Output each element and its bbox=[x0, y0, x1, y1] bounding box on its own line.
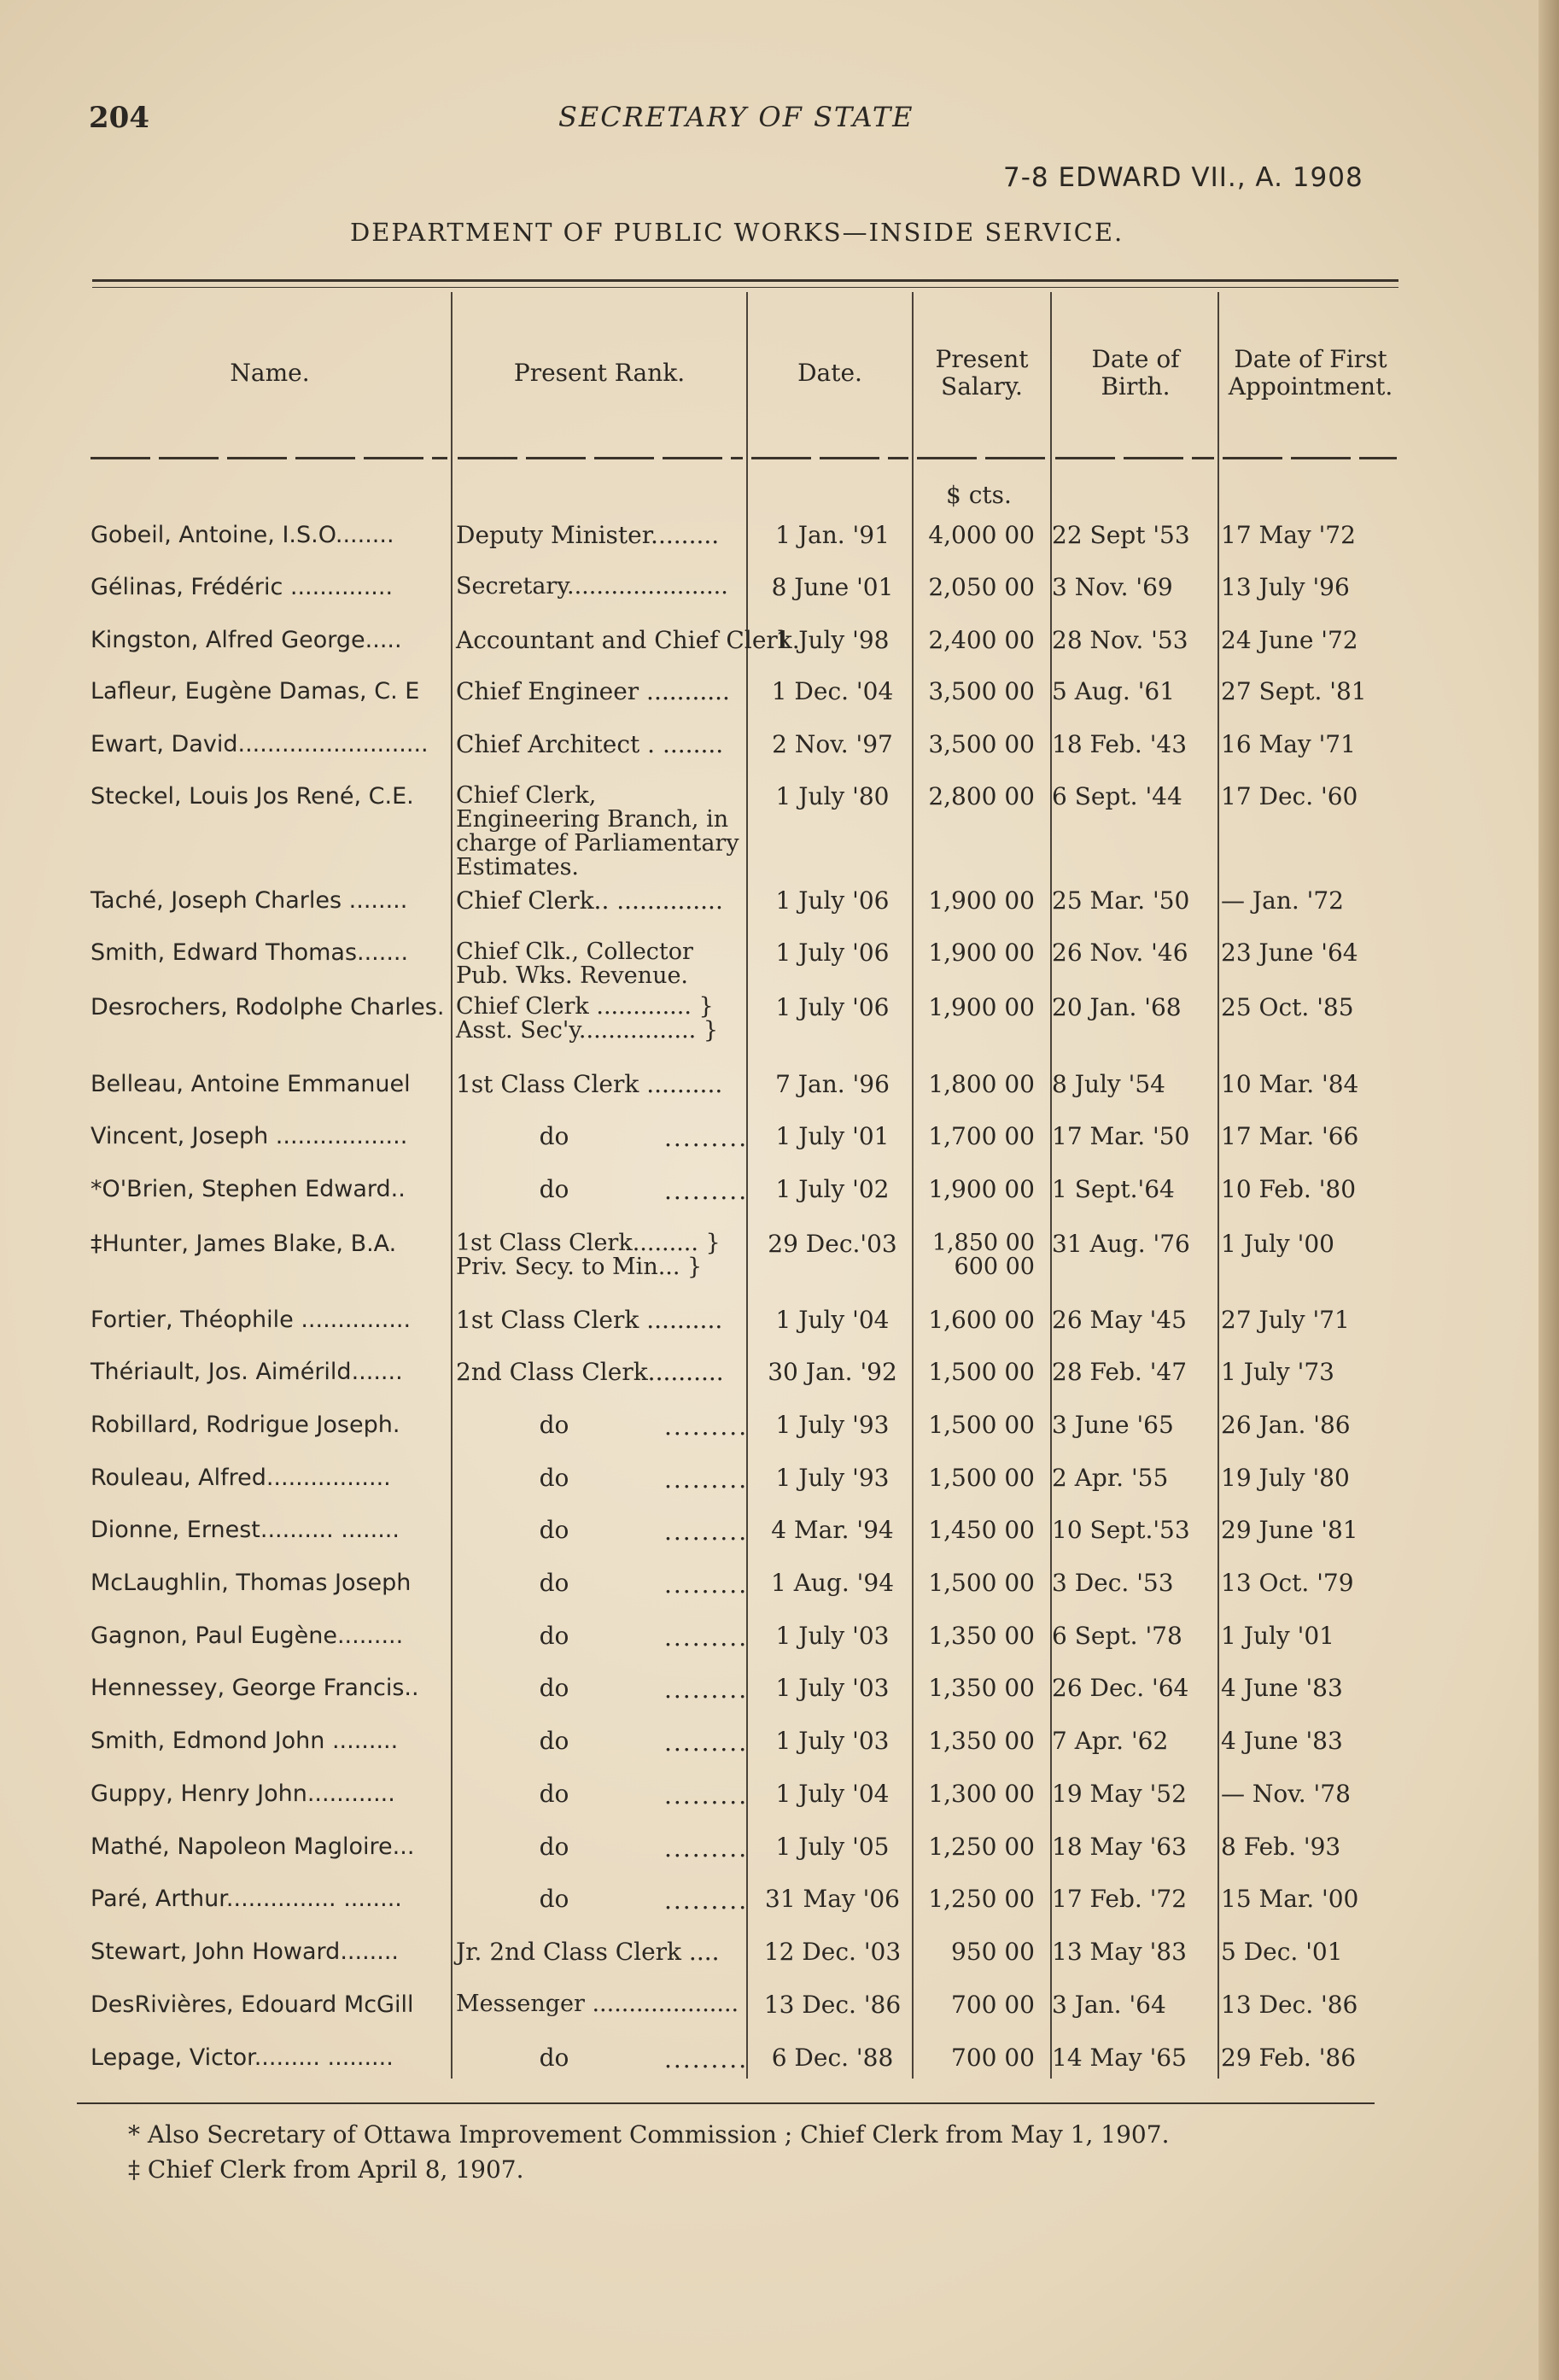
present-salary: 1,250 00 bbox=[928, 1885, 1035, 1913]
employee-name: Stewart, John Howard........ bbox=[91, 1939, 399, 1965]
table-row bbox=[0, 782, 1559, 880]
column-header-date: Date. bbox=[797, 359, 862, 387]
present-rank: do bbox=[539, 1622, 569, 1650]
header-underline bbox=[751, 457, 908, 459]
employee-name: Rouleau, Alfred................. bbox=[91, 1465, 391, 1491]
employee-name: Smith, Edward Thomas....... bbox=[91, 939, 409, 966]
ditto-leader-dots: ......... bbox=[664, 1570, 749, 1599]
date-of-first-appointment: 23 June '64 bbox=[1221, 939, 1358, 967]
present-salary: 1,350 00 bbox=[928, 1622, 1035, 1650]
employee-name: McLaughlin, Thomas Joseph bbox=[91, 1570, 412, 1596]
present-rank: do bbox=[539, 1833, 569, 1861]
employee-name: Gagnon, Paul Eugène......... bbox=[91, 1623, 404, 1649]
employee-name: Hennessey, George Francis.. bbox=[91, 1675, 419, 1701]
appointment-date: 1 July '06 bbox=[775, 939, 890, 967]
table-row bbox=[0, 1886, 1559, 1939]
date-of-birth: 28 Feb. '47 bbox=[1052, 1358, 1188, 1386]
date-of-first-appointment: 15 Mar. '00 bbox=[1221, 1885, 1359, 1913]
appointment-date: 13 Dec. '86 bbox=[763, 1991, 902, 2019]
appointment-date: 1 July '06 bbox=[775, 993, 890, 1021]
date-of-birth: 6 Sept. '78 bbox=[1052, 1622, 1182, 1650]
date-of-first-appointment: 27 Sept. '81 bbox=[1221, 677, 1367, 705]
employee-name: Desrochers, Rodolphe Charles. bbox=[91, 994, 445, 1020]
present-salary: 3,500 00 bbox=[928, 730, 1035, 758]
date-of-birth: 7 Apr. '62 bbox=[1052, 1727, 1169, 1755]
present-rank: do bbox=[539, 1569, 569, 1597]
table-bottom-rule bbox=[77, 2102, 1375, 2104]
employee-name: Lepage, Victor......... ......... bbox=[91, 2044, 394, 2071]
appointment-date: 1 July '93 bbox=[775, 1464, 890, 1492]
date-of-birth: 3 Jan. '64 bbox=[1052, 1991, 1166, 2019]
table-row bbox=[0, 1072, 1559, 1125]
page-number: 204 bbox=[89, 101, 149, 135]
table-row bbox=[0, 732, 1559, 785]
present-rank: 1st Class Clerk .......... bbox=[456, 1306, 723, 1334]
footnote-asterisk: * Also Secretary of Ottawa Improvement Commission ; Chief Clerk from May 1, 1907. bbox=[128, 2120, 1170, 2149]
column-header-first-appointment: Date of First Appointment. bbox=[1228, 345, 1393, 401]
present-rank: Chief Architect . ........ bbox=[456, 730, 724, 758]
present-salary: 2,400 00 bbox=[928, 626, 1035, 654]
ditto-leader-dots: ......... bbox=[664, 1465, 749, 1494]
present-salary: 1,350 00 bbox=[928, 1727, 1035, 1755]
table-row bbox=[0, 1177, 1559, 1230]
table-row bbox=[0, 1623, 1559, 1676]
date-of-birth: 19 May '52 bbox=[1052, 1780, 1187, 1808]
column-header-rank: Present Rank. bbox=[513, 359, 686, 387]
table-row bbox=[0, 1412, 1559, 1465]
date-of-first-appointment: 19 July '80 bbox=[1221, 1464, 1350, 1492]
table-row bbox=[0, 940, 1559, 993]
date-of-birth: 14 May '65 bbox=[1052, 2044, 1187, 2072]
employee-name: Gélinas, Frédéric .............. bbox=[91, 574, 394, 600]
present-rank: do bbox=[539, 2044, 569, 2072]
date-of-first-appointment: 17 May '72 bbox=[1221, 521, 1356, 549]
present-salary: 1,800 00 bbox=[928, 1070, 1035, 1098]
present-salary: 1,500 00 bbox=[928, 1569, 1035, 1597]
ditto-leader-dots: ......... bbox=[664, 1623, 749, 1652]
ditto-leader-dots: ......... bbox=[664, 1834, 749, 1862]
present-rank: Jr. 2nd Class Clerk .... bbox=[456, 1938, 720, 1966]
present-rank: Accountant and Chief Clerk. bbox=[456, 626, 800, 654]
present-salary: 1,900 00 bbox=[928, 993, 1035, 1021]
date-of-birth: 20 Jan. '68 bbox=[1052, 993, 1182, 1021]
table-top-rule-thin bbox=[92, 287, 1398, 288]
ditto-leader-dots: ......... bbox=[664, 1886, 749, 1915]
column-header-birth: Date of Birth. bbox=[1091, 345, 1180, 401]
ditto-leader-dots: ......... bbox=[664, 1675, 749, 1704]
present-salary: 1,700 00 bbox=[928, 1122, 1035, 1150]
present-rank: do bbox=[539, 1411, 569, 1439]
present-salary: 2,800 00 bbox=[928, 782, 1035, 810]
table-row bbox=[0, 1570, 1559, 1623]
appointment-date: 6 Dec. '88 bbox=[771, 2044, 894, 2072]
table-row bbox=[0, 888, 1559, 941]
table-top-rule bbox=[92, 279, 1398, 282]
present-rank: do bbox=[539, 1464, 569, 1492]
header-underline bbox=[1055, 457, 1214, 459]
date-of-birth: 17 Mar. '50 bbox=[1052, 1122, 1190, 1150]
present-rank: do bbox=[539, 1885, 569, 1913]
date-of-birth: 18 May '63 bbox=[1052, 1833, 1187, 1861]
appointment-date: 1 July '03 bbox=[775, 1622, 890, 1650]
appointment-date: 1 July '01 bbox=[775, 1122, 890, 1150]
present-salary: 1,500 00 bbox=[928, 1358, 1035, 1386]
table-row bbox=[0, 1675, 1559, 1728]
date-of-first-appointment: 29 Feb. '86 bbox=[1221, 2044, 1357, 2072]
employee-name: Belleau, Antoine Emmanuel bbox=[91, 1071, 411, 1097]
employee-name: Mathé, Napoleon Magloire... bbox=[91, 1833, 415, 1860]
appointment-date: 1 July '04 bbox=[775, 1780, 890, 1808]
appointment-date: 1 July '06 bbox=[775, 886, 890, 915]
date-of-first-appointment: 17 Mar. '66 bbox=[1221, 1122, 1359, 1150]
appointment-date: 1 July '80 bbox=[775, 782, 890, 810]
present-salary: 3,500 00 bbox=[928, 677, 1035, 705]
date-of-birth: 6 Sept. '44 bbox=[1052, 782, 1182, 810]
date-of-first-appointment: — Jan. '72 bbox=[1221, 886, 1344, 915]
table-row bbox=[0, 1781, 1559, 1834]
regnal-year: 7-8 EDWARD VII., A. 1908 bbox=[1003, 162, 1363, 193]
ditto-leader-dots: ......... bbox=[664, 2045, 749, 2073]
appointment-date: 1 July '05 bbox=[775, 1833, 890, 1861]
present-rank: 1st Class Clerk .......... bbox=[456, 1070, 723, 1098]
present-salary: 1,250 00 bbox=[928, 1833, 1035, 1861]
appointment-date: 1 Aug. '94 bbox=[770, 1569, 895, 1597]
date-of-first-appointment: 1 July '00 bbox=[1221, 1230, 1334, 1258]
employee-name: Smith, Edmond John ......... bbox=[91, 1728, 399, 1754]
date-of-first-appointment: 24 June '72 bbox=[1221, 626, 1358, 654]
appointment-date: 29 Dec.'03 bbox=[768, 1230, 897, 1258]
date-of-first-appointment: 5 Dec. '01 bbox=[1221, 1938, 1343, 1966]
employee-name: Fortier, Théophile ............... bbox=[91, 1307, 412, 1333]
employee-name: Vincent, Joseph .................. bbox=[91, 1123, 408, 1149]
department-title: DEPARTMENT OF PUBLIC WORKS—INSIDE SERVICE. bbox=[350, 218, 1124, 247]
table-row bbox=[0, 1307, 1559, 1360]
table-row bbox=[0, 1728, 1559, 1781]
column-header-name: Name. bbox=[230, 359, 310, 387]
present-rank: 1st Class Clerk......... } Priv. Secy. to Min... } bbox=[456, 1230, 721, 1280]
date-of-first-appointment: 10 Mar. '84 bbox=[1221, 1070, 1359, 1098]
appointment-date: 12 Dec. '03 bbox=[763, 1938, 902, 1966]
date-of-birth: 25 Mar. '50 bbox=[1052, 886, 1190, 915]
column-header-salary: Present Salary. bbox=[935, 345, 1029, 401]
appointment-date: 7 Jan. '96 bbox=[775, 1070, 890, 1098]
employee-name: Gobeil, Antoine, I.S.O........ bbox=[91, 522, 394, 548]
date-of-birth: 31 Aug. '76 bbox=[1052, 1230, 1190, 1258]
present-rank: Chief Clk., Collector Pub. Wks. Revenue. bbox=[456, 939, 693, 989]
table-row bbox=[0, 1992, 1559, 2045]
table-row bbox=[0, 1465, 1559, 1518]
header-underline bbox=[91, 457, 447, 459]
date-of-first-appointment: 10 Feb. '80 bbox=[1221, 1175, 1357, 1203]
employee-name: Lafleur, Eugène Damas, C. E bbox=[91, 678, 420, 705]
table-row bbox=[0, 628, 1559, 681]
date-of-first-appointment: 13 Oct. '79 bbox=[1221, 1569, 1354, 1597]
present-rank: do bbox=[539, 1122, 569, 1150]
date-of-first-appointment: 16 May '71 bbox=[1221, 730, 1356, 758]
appointment-date: 4 Mar. '94 bbox=[771, 1516, 894, 1544]
present-rank: Chief Clerk.. .............. bbox=[456, 886, 723, 915]
ditto-leader-dots: ......... bbox=[664, 1412, 749, 1441]
header-underline bbox=[917, 457, 1047, 459]
present-rank: do bbox=[539, 1516, 569, 1544]
table-row bbox=[0, 1517, 1559, 1570]
employee-name: Kingston, Alfred George..... bbox=[91, 627, 402, 653]
employee-name: Guppy, Henry John............ bbox=[91, 1781, 395, 1807]
table-row bbox=[0, 575, 1559, 628]
running-title: SECRETARY OF STATE bbox=[558, 101, 914, 133]
present-salary: 950 00 bbox=[951, 1938, 1035, 1966]
table-row bbox=[0, 1124, 1559, 1177]
present-salary: 1,850 00 600 00 bbox=[931, 1230, 1035, 1280]
employee-name: Dionne, Ernest.......... ........ bbox=[91, 1517, 400, 1543]
ditto-leader-dots: ......... bbox=[664, 1728, 749, 1757]
present-salary: 1,300 00 bbox=[928, 1780, 1035, 1808]
date-of-first-appointment: 1 July '73 bbox=[1221, 1358, 1334, 1386]
ditto-leader-dots: ......... bbox=[664, 1517, 749, 1546]
date-of-first-appointment: 25 Oct. '85 bbox=[1221, 993, 1354, 1021]
date-of-birth: 1 Sept.'64 bbox=[1052, 1175, 1175, 1203]
date-of-first-appointment: 29 June '81 bbox=[1221, 1516, 1358, 1544]
appointment-date: 1 Dec. '04 bbox=[771, 677, 894, 705]
date-of-birth: 26 May '45 bbox=[1052, 1306, 1187, 1334]
appointment-date: 1 July '02 bbox=[775, 1175, 890, 1203]
present-rank: do bbox=[539, 1727, 569, 1755]
present-rank: Deputy Minister......... bbox=[456, 521, 720, 549]
present-salary: 2,050 00 bbox=[928, 573, 1035, 601]
present-salary: 1,900 00 bbox=[928, 1175, 1035, 1203]
present-salary: 1,600 00 bbox=[928, 1306, 1035, 1334]
appointment-date: 1 July '98 bbox=[775, 626, 890, 654]
header-underline bbox=[458, 457, 743, 459]
date-of-first-appointment: 4 June '83 bbox=[1221, 1674, 1343, 1702]
date-of-birth: 10 Sept.'53 bbox=[1052, 1516, 1190, 1544]
appointment-date: 1 Jan. '91 bbox=[775, 521, 890, 549]
date-of-first-appointment: 13 July '96 bbox=[1221, 573, 1350, 601]
header-underline bbox=[1223, 457, 1397, 459]
ditto-leader-dots: ......... bbox=[664, 1177, 749, 1205]
present-rank: 2nd Class Clerk.......... bbox=[456, 1358, 724, 1386]
table-row bbox=[0, 1360, 1559, 1412]
table-row bbox=[0, 523, 1559, 576]
date-of-first-appointment: 4 June '83 bbox=[1221, 1727, 1343, 1755]
appointment-date: 31 May '06 bbox=[765, 1885, 900, 1913]
employee-name: Steckel, Louis Jos René, C.E. bbox=[91, 783, 414, 810]
present-salary: 4,000 00 bbox=[928, 521, 1035, 549]
date-of-first-appointment: — Nov. '78 bbox=[1221, 1780, 1351, 1808]
table-row bbox=[0, 1834, 1559, 1887]
date-of-birth: 3 Nov. '69 bbox=[1052, 573, 1173, 601]
employee-name: Paré, Arthur............... ........ bbox=[91, 1886, 402, 1912]
footnote-double-dagger: ‡ Chief Clerk from April 8, 1907. bbox=[128, 2155, 524, 2184]
appointment-date: 1 July '04 bbox=[775, 1306, 890, 1334]
date-of-birth: 18 Feb. '43 bbox=[1052, 730, 1188, 758]
appointment-date: 1 July '03 bbox=[775, 1674, 890, 1702]
employee-name: Taché, Joseph Charles ........ bbox=[91, 887, 408, 914]
appointment-date: 2 Nov. '97 bbox=[772, 730, 893, 758]
date-of-birth: 3 June '65 bbox=[1052, 1411, 1174, 1439]
date-of-birth: 3 Dec. '53 bbox=[1052, 1569, 1174, 1597]
date-of-birth: 2 Apr. '55 bbox=[1052, 1464, 1169, 1492]
employee-name: ‡Hunter, James Blake, B.A. bbox=[91, 1231, 397, 1257]
table-row bbox=[0, 1939, 1559, 1992]
date-of-first-appointment: 13 Dec. '86 bbox=[1221, 1991, 1358, 2019]
table-row bbox=[0, 2045, 1559, 2098]
present-salary: 1,900 00 bbox=[928, 886, 1035, 915]
present-rank: do bbox=[539, 1674, 569, 1702]
appointment-date: 1 July '93 bbox=[775, 1411, 890, 1439]
date-of-first-appointment: 1 July '01 bbox=[1221, 1622, 1334, 1650]
present-salary: 1,500 00 bbox=[928, 1464, 1035, 1492]
employee-name: Robillard, Rodrigue Joseph. bbox=[91, 1412, 400, 1438]
present-rank: Chief Engineer ........... bbox=[456, 677, 730, 705]
date-of-first-appointment: 8 Feb. '93 bbox=[1221, 1833, 1341, 1861]
date-of-birth: 17 Feb. '72 bbox=[1052, 1885, 1188, 1913]
present-rank: Chief Clerk, Engineering Branch, in charge of Parliamentary Estimates. bbox=[456, 782, 739, 880]
date-of-birth: 26 Dec. '64 bbox=[1052, 1674, 1189, 1702]
appointment-date: 8 June '01 bbox=[771, 573, 894, 601]
table-row bbox=[0, 679, 1559, 732]
date-of-first-appointment: 26 Jan. '86 bbox=[1221, 1411, 1351, 1439]
present-salary: 700 00 bbox=[951, 2044, 1035, 2072]
employee-name: Ewart, David.......................... bbox=[91, 731, 429, 757]
present-rank: Chief Clerk ............. } Asst. Sec'y................ } bbox=[456, 993, 718, 1044]
present-salary: 1,350 00 bbox=[928, 1674, 1035, 1702]
ditto-leader-dots: ......... bbox=[664, 1781, 749, 1810]
present-rank: Messenger .................... bbox=[456, 1991, 739, 2017]
present-rank: do bbox=[539, 1780, 569, 1808]
date-of-birth: 13 May '83 bbox=[1052, 1938, 1187, 1966]
date-of-first-appointment: 17 Dec. '60 bbox=[1221, 782, 1358, 810]
present-salary: 1,500 00 bbox=[928, 1411, 1035, 1439]
employee-name: DesRivières, Edouard McGill bbox=[91, 1991, 414, 2018]
date-of-birth: 28 Nov. '53 bbox=[1052, 626, 1188, 654]
date-of-birth: 22 Sept '53 bbox=[1052, 521, 1190, 549]
employee-name: *O'Brien, Stephen Edward.. bbox=[91, 1176, 406, 1202]
present-salary: 1,900 00 bbox=[928, 939, 1035, 967]
salary-units: $ cts. bbox=[946, 481, 1012, 509]
table-row bbox=[0, 995, 1559, 1048]
present-rank: Secretary...................... bbox=[456, 573, 728, 599]
present-rank: do bbox=[539, 1175, 569, 1203]
appointment-date: 1 July '03 bbox=[775, 1727, 890, 1755]
date-of-first-appointment: 27 July '71 bbox=[1221, 1306, 1350, 1334]
present-salary: 1,450 00 bbox=[928, 1516, 1035, 1544]
ditto-leader-dots: ......... bbox=[664, 1124, 749, 1152]
date-of-birth: 8 July '54 bbox=[1052, 1070, 1165, 1098]
table-row bbox=[0, 1231, 1559, 1284]
appointment-date: 30 Jan. '92 bbox=[768, 1358, 897, 1386]
present-salary: 700 00 bbox=[951, 1991, 1035, 2019]
page-header bbox=[89, 101, 1404, 143]
date-of-birth: 5 Aug. '61 bbox=[1052, 677, 1176, 705]
date-of-birth: 26 Nov. '46 bbox=[1052, 939, 1188, 967]
employee-name: Thériault, Jos. Aimérild....... bbox=[91, 1359, 403, 1385]
